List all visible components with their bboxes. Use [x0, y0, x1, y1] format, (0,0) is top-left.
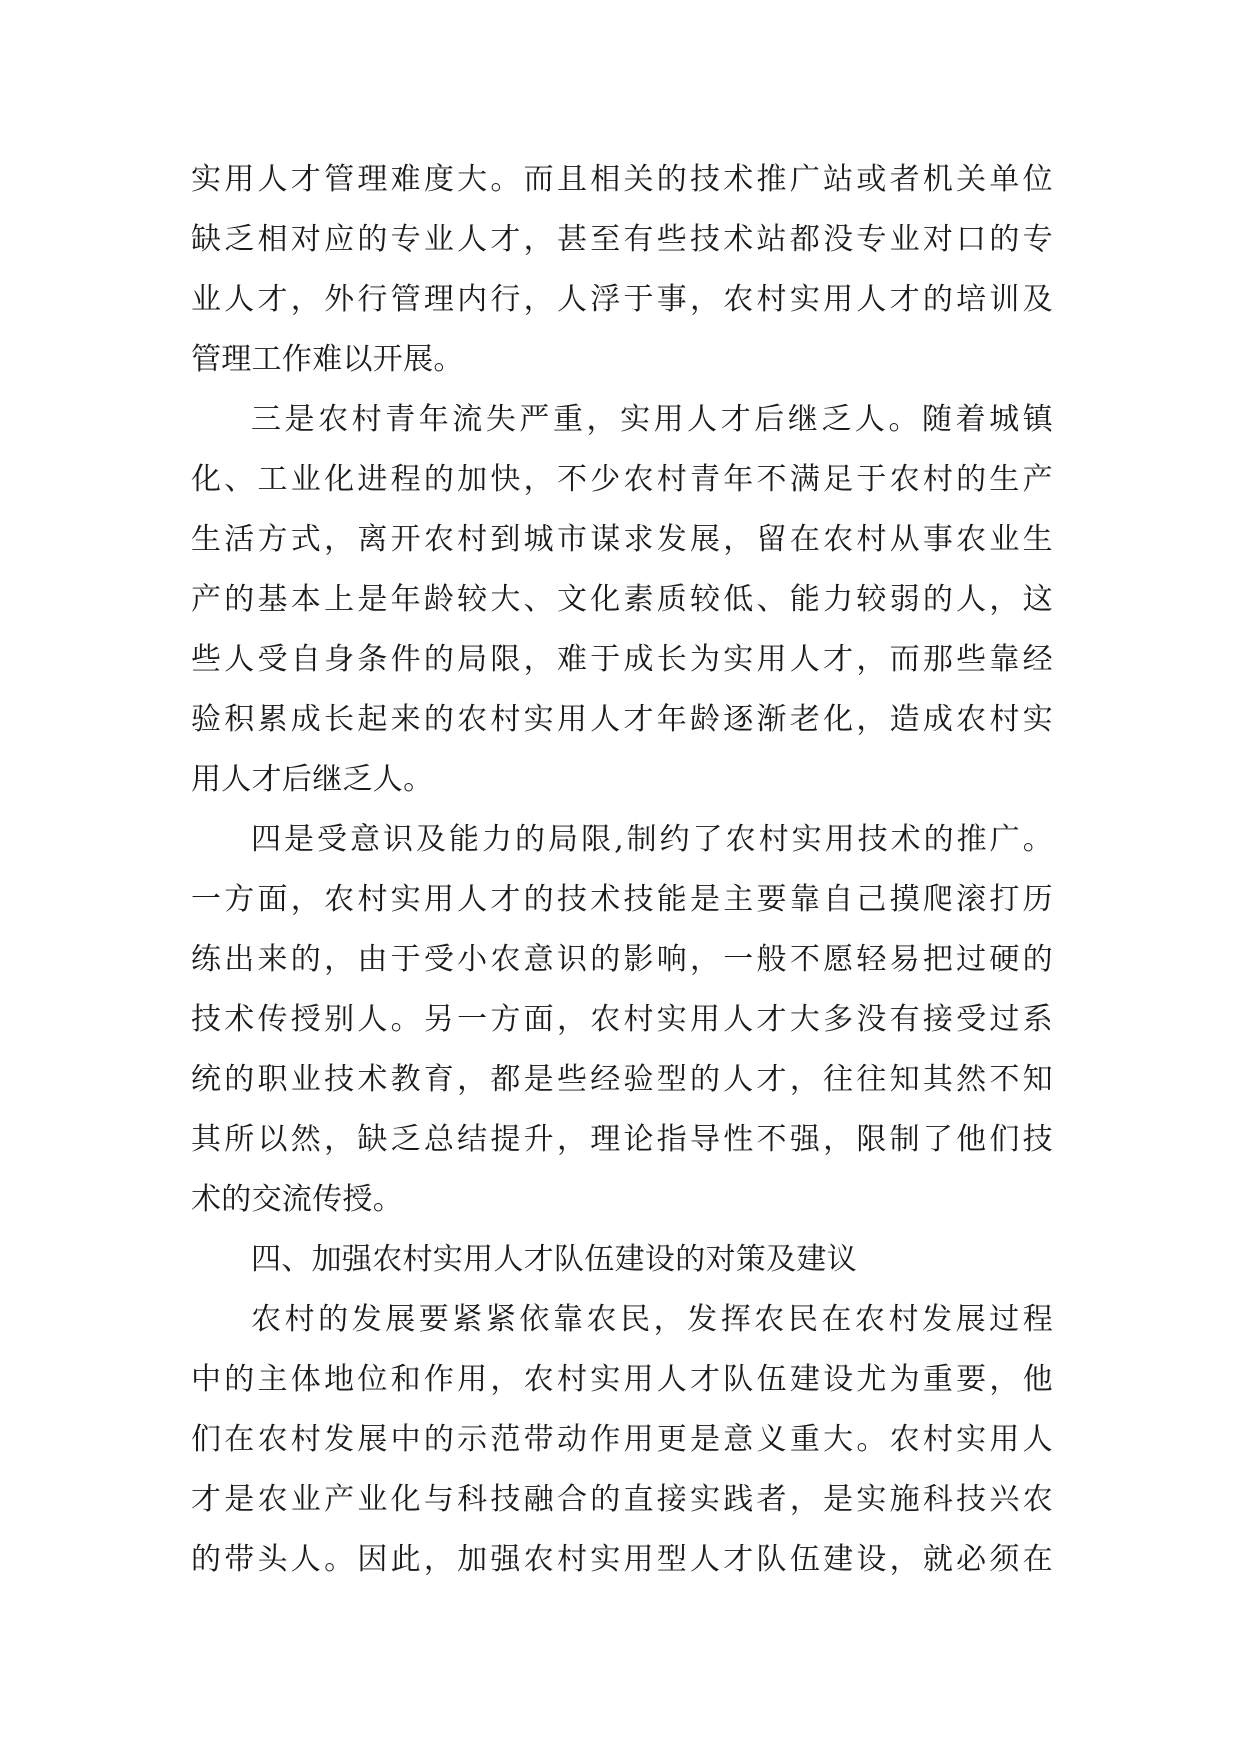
text-line: 些人受自身条件的局限，难于成长为实用人才，而那些靠经: [191, 642, 1053, 677]
text-line: 们在农村发展中的示范带动作用更是意义重大。农村实用人: [191, 1422, 1053, 1457]
text-line: 三是农村青年流失严重，实用人才后继乏人。随着城镇: [251, 402, 1053, 437]
text-line: 一方面，农村实用人才的技术技能是主要靠自己摸爬滚打历: [191, 882, 1053, 917]
paragraph: [191, 810, 1053, 1230]
text-line: 才是农业产业化与科技融合的直接实践者，是实施科技兴农: [191, 1482, 1053, 1517]
text-line: 缺乏相对应的专业人才，甚至有些技术站都没专业对口的专: [191, 222, 1053, 257]
text-line: 用人才后继乏人。: [191, 762, 434, 797]
text-line: 农村的发展要紧紧依靠农民，发挥农民在农村发展过程: [251, 1302, 1053, 1337]
text-line: 业人才，外行管理内行，人浮于事，农村实用人才的培训及: [191, 282, 1053, 317]
text-line: 实用人才管理难度大。而且相关的技术推广站或者机关单位: [191, 162, 1053, 197]
paragraph: [191, 1290, 1053, 1590]
text-line: 产的基本上是年龄较大、文化素质较低、能力较弱的人，这: [191, 582, 1053, 617]
text-line: 生活方式，离开农村到城市谋求发展，留在农村从事农业生: [191, 522, 1053, 557]
paragraph: [191, 390, 1053, 810]
text-line: 其所以然，缺乏总结提升，理论指导性不强，限制了他们技: [191, 1122, 1053, 1157]
text-line: 术的交流传授。: [191, 1182, 404, 1217]
section-heading: [191, 1230, 1053, 1290]
text-line: 中的主体地位和作用，农村实用人才队伍建设尤为重要，他: [191, 1362, 1053, 1397]
text-line: 练出来的，由于受小农意识的影响，一般不愿轻易把过硬的: [191, 942, 1053, 977]
text-line: 验积累成长起来的农村实用人才年龄逐渐老化，造成农村实: [191, 702, 1053, 737]
text-line: 的带头人。因此，加强农村实用型人才队伍建设，就必须在: [191, 1542, 1053, 1577]
body-text: [191, 150, 1053, 1590]
text-line: 化、工业化进程的加快，不少农村青年不满足于农村的生产: [191, 462, 1053, 497]
text-line: 技术传授别人。另一方面，农村实用人才大多没有接受过系: [191, 1002, 1053, 1037]
text-line: 四是受意识及能力的局限,制约了农村实用技术的推广。: [251, 822, 1053, 857]
text-line: 统的职业技术教育，都是些经验型的人才，往往知其然不知: [191, 1062, 1053, 1097]
text-line: 管理工作难以开展。: [191, 342, 464, 377]
heading-line: 四、加强农村实用人才队伍建设的对策及建议: [251, 1242, 857, 1277]
paragraph: [191, 150, 1053, 390]
